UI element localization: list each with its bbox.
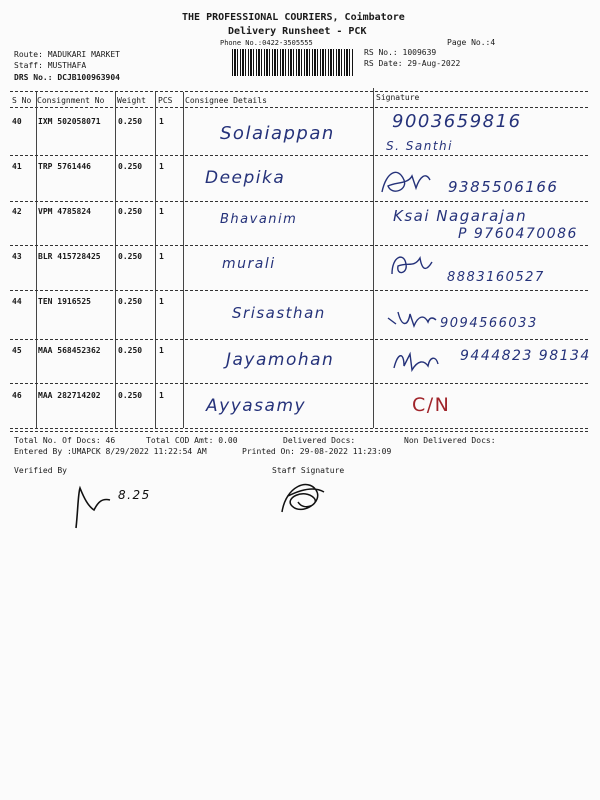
company-name: THE PROFESSIONAL COURIERS, Coimbatore xyxy=(182,12,405,23)
row-consignment: TRP 5761446 xyxy=(38,162,91,171)
verified-note: 8.25 xyxy=(118,488,151,502)
total-docs: Total No. Of Docs: 46 xyxy=(14,436,116,445)
row-consignment: IXM 502058071 xyxy=(38,117,101,126)
verified-by-label: Verified By xyxy=(14,466,67,475)
row-sno: 44 xyxy=(12,297,22,306)
handwritten-signature-icon xyxy=(378,162,438,200)
row-signature: 9003659816 xyxy=(392,111,522,132)
row-rule xyxy=(10,245,588,246)
document-title: Delivery Runsheet - PCK xyxy=(228,26,367,37)
barcode xyxy=(232,49,354,76)
table-top-rule xyxy=(10,91,588,92)
col-signature: Signature xyxy=(376,93,420,102)
phone-number: Phone No.:0422-3505555 xyxy=(220,39,313,47)
table-bottom-rule xyxy=(10,431,588,432)
col-divider xyxy=(373,88,374,428)
row-weight: 0.250 xyxy=(118,162,143,171)
staff-signature-icon xyxy=(274,476,330,520)
row-pcs: 1 xyxy=(159,207,164,216)
row-sno: 40 xyxy=(12,117,22,126)
row-signature: 8883160527 xyxy=(447,270,545,285)
row-sno: 46 xyxy=(12,391,22,400)
row-signature: C/N xyxy=(412,394,451,416)
row-weight: 0.250 xyxy=(118,207,143,216)
row-rule xyxy=(10,290,588,291)
row-weight: 0.250 xyxy=(118,391,143,400)
col-pcs: PCS xyxy=(158,96,173,105)
col-divider xyxy=(155,92,156,428)
handwritten-signature-icon xyxy=(390,346,442,376)
row-consignee: Deepika xyxy=(205,168,286,188)
entered-by: Entered By :UMAPCK 8/29/2022 11:22:54 AM xyxy=(14,447,207,456)
row-consignee: Solaiappan xyxy=(220,123,335,144)
rs-number: RS No.: 1009639 xyxy=(364,48,437,57)
handwritten-signature-icon xyxy=(384,304,440,332)
col-divider xyxy=(115,92,116,428)
rs-date: RS Date: 29-Aug-2022 xyxy=(364,59,461,68)
row-rule xyxy=(10,339,588,340)
col-divider xyxy=(183,92,184,428)
row-pcs: 1 xyxy=(159,162,164,171)
row-pcs: 1 xyxy=(159,391,164,400)
table-header-rule xyxy=(10,107,588,108)
row-signature: 9385506166 xyxy=(448,178,559,196)
row-consignment: MAA 282714202 xyxy=(38,391,101,400)
staff: Staff: MUSTHAFA xyxy=(14,61,87,70)
col-weight: Weight xyxy=(117,96,146,105)
row-pcs: 1 xyxy=(159,117,164,126)
row-signature-phone: P 9760470086 xyxy=(458,226,578,242)
printed-on: Printed On: 29-08-2022 11:23:09 xyxy=(242,447,392,456)
row-consignee: Srisasthan xyxy=(232,304,326,322)
row-consignment: VPM 4785824 xyxy=(38,207,91,216)
row-consignee: Jayamohan xyxy=(226,350,335,370)
row-signature: 9444823 98134 xyxy=(460,348,591,364)
row-sno: 42 xyxy=(12,207,22,216)
row-signature: 9094566033 xyxy=(440,316,538,331)
row-consignee: murali xyxy=(222,256,276,272)
total-cod: Total COD Amt: 0.00 xyxy=(146,436,238,445)
col-consignee: Consignee Details xyxy=(185,96,267,105)
row-pcs: 1 xyxy=(159,297,164,306)
staff-signature-label: Staff Signature xyxy=(272,466,345,475)
col-divider xyxy=(36,92,37,428)
row-signature-name: S. Santhi xyxy=(386,139,453,153)
row-rule xyxy=(10,201,588,202)
page-number: Page No.:4 xyxy=(447,38,496,47)
row-weight: 0.250 xyxy=(118,252,143,261)
row-pcs: 1 xyxy=(159,346,164,355)
row-pcs: 1 xyxy=(159,252,164,261)
row-weight: 0.250 xyxy=(118,297,143,306)
route: Route: MADUKARI MARKET xyxy=(14,50,120,59)
drs-number: DRS No.: DCJB100963904 xyxy=(14,73,120,82)
row-consignee: Bhavanim xyxy=(220,212,298,227)
row-rule xyxy=(10,155,588,156)
col-consignment: Consignment No xyxy=(37,96,105,105)
row-sno: 41 xyxy=(12,162,22,171)
col-sno: S No xyxy=(12,96,32,105)
row-signature: Ksai Nagarajan xyxy=(393,207,528,225)
row-rule xyxy=(10,383,588,384)
non-delivered-docs: Non Delivered Docs: xyxy=(404,436,496,445)
row-weight: 0.250 xyxy=(118,117,143,126)
delivered-docs: Delivered Docs: xyxy=(283,436,356,445)
row-consignment: MAA 568452362 xyxy=(38,346,101,355)
verifier-signature-icon xyxy=(66,480,126,532)
row-weight: 0.250 xyxy=(118,346,143,355)
row-consignment: TEN 1916525 xyxy=(38,297,91,306)
row-consignee: Ayyasamy xyxy=(206,396,307,416)
row-sno: 43 xyxy=(12,252,22,261)
row-consignment: BLR 415728425 xyxy=(38,252,101,261)
row-sno: 45 xyxy=(12,346,22,355)
table-bottom-rule xyxy=(10,428,588,429)
handwritten-signature-icon xyxy=(386,248,436,282)
